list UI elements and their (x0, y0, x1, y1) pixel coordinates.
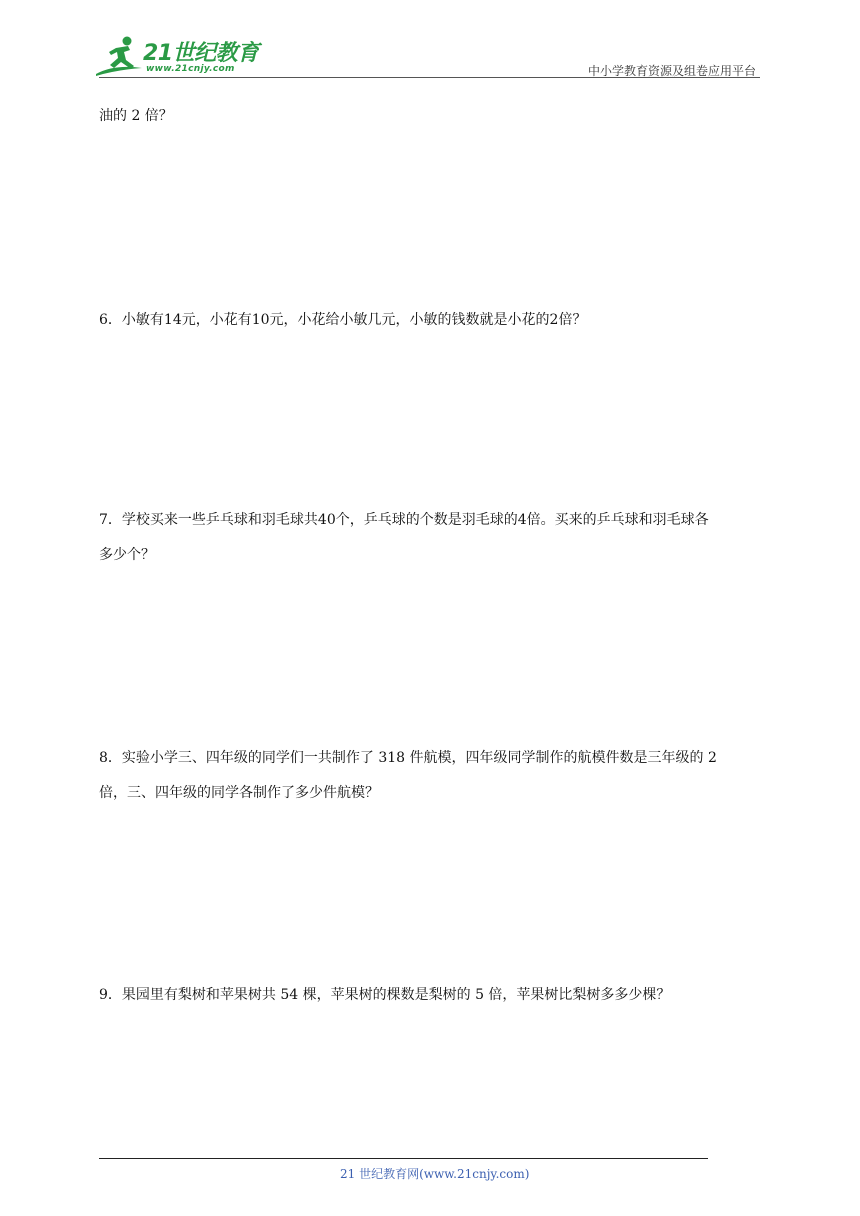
header-divider (99, 77, 760, 78)
footer-link[interactable]: 21 世纪教育网(www.21cnjy.com) (340, 1167, 530, 1181)
question-7-line-1: 7．学校买来一些乒乓球和羽毛球共40个，乒乓球的个数是羽毛球的4倍。买来的乒乓球和羽毛球各 (99, 512, 709, 528)
question-continuation-line: 油的 2 倍？ (99, 108, 173, 124)
logo-url-text: www.21cnjy.com (146, 64, 235, 74)
runner-logo-icon (94, 34, 146, 78)
footer-divider (99, 1158, 708, 1159)
question-8-line-2: 倍，三、四年级的同学各制作了多少件航模？ (99, 785, 379, 801)
question-7-line-2: 多少个？ (99, 547, 155, 563)
question-8-line-1: 8．实验小学三、四年级的同学们一共制作了 318 件航模，四年级同学制作的航模件数是三年级的 2 (99, 750, 717, 766)
platform-tagline: 中小学教育资源及组卷应用平台 (587, 64, 756, 78)
question-9-line-1: 9．果园里有梨树和苹果树共 54 棵，苹果树的棵数是梨树的 5 倍，苹果树比梨树多多少棵？ (99, 987, 671, 1003)
site-logo[interactable] (94, 34, 264, 78)
page-header (0, 0, 860, 80)
question-6-line-1: 6．小敏有14元，小花有10元，小花给小敏几元，小敏的钱数就是小花的2倍？ (99, 312, 587, 328)
logo-brand-text: 21世纪教育 (143, 41, 259, 66)
